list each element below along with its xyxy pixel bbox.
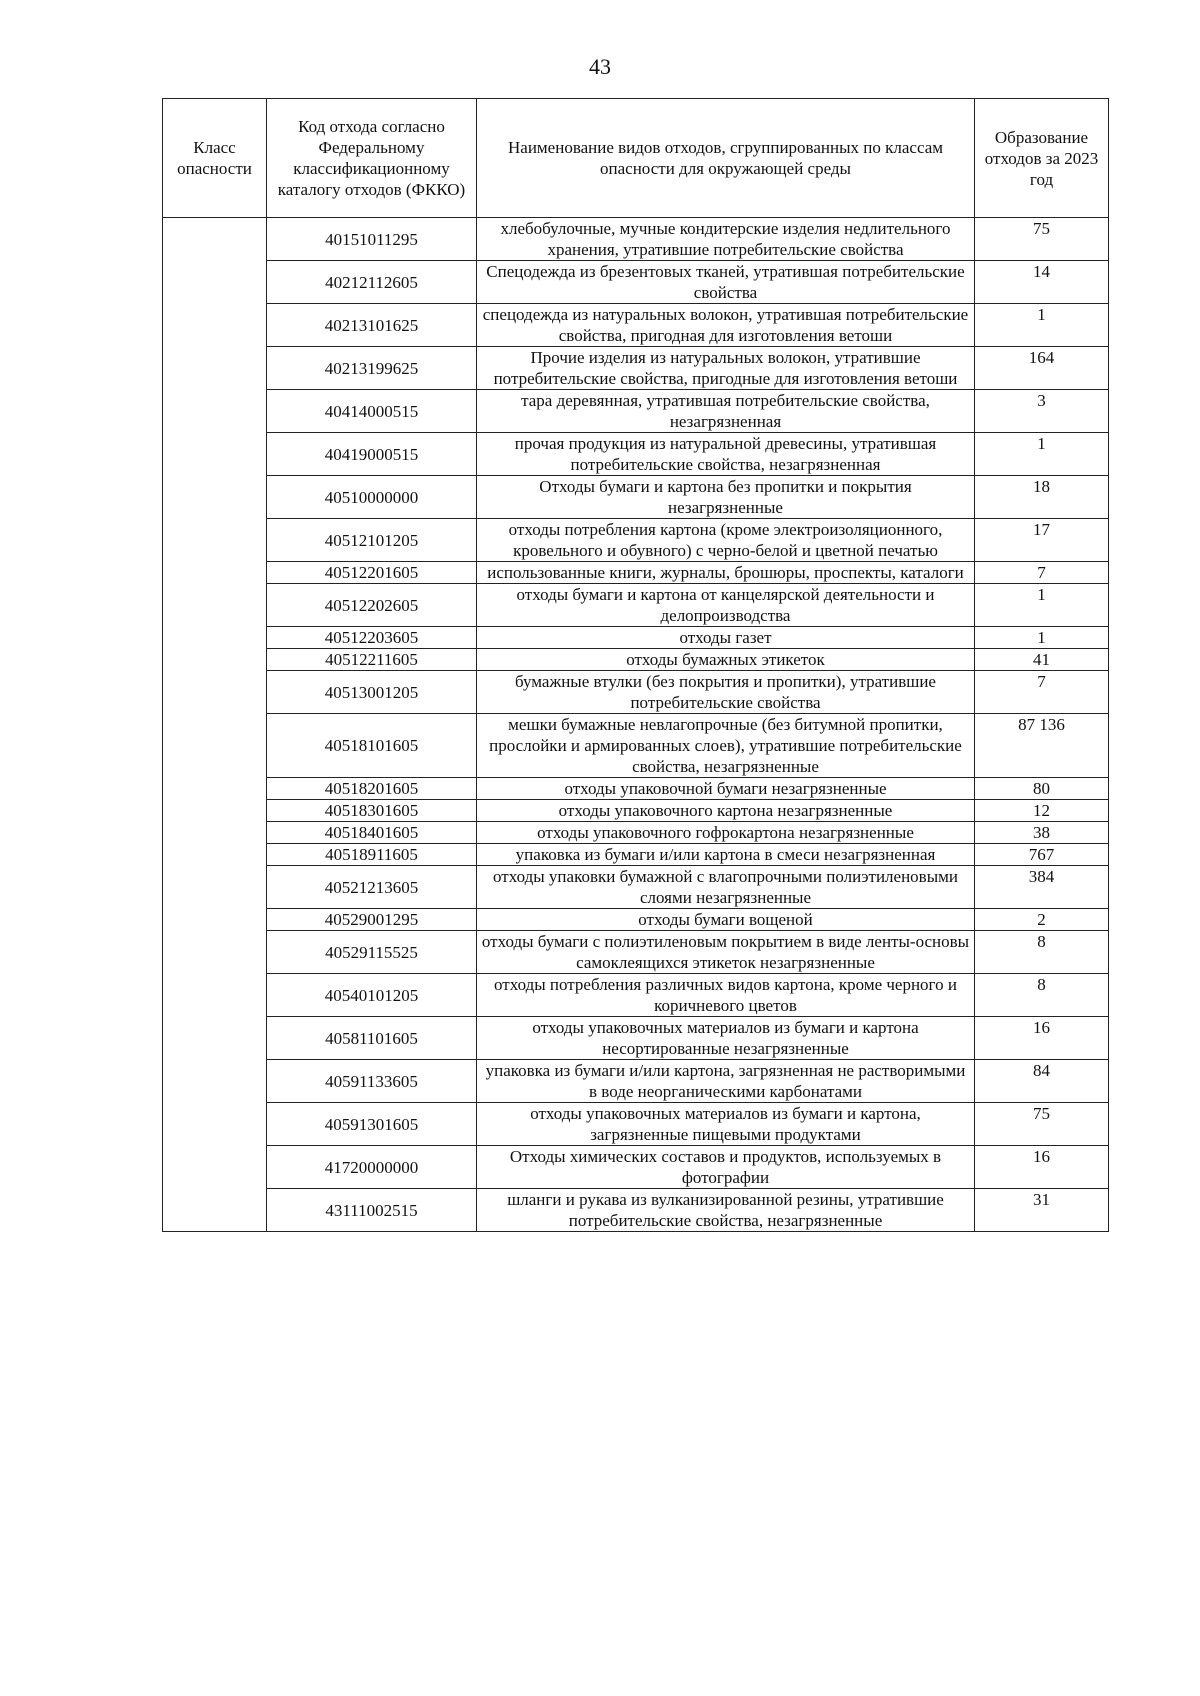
waste-amount-cell: 14 — [975, 261, 1109, 304]
waste-code-cell: 40212112605 — [267, 261, 477, 304]
table-row — [163, 347, 1109, 390]
waste-amount-cell: 16 — [975, 1146, 1109, 1189]
waste-code-cell: 40529115525 — [267, 931, 477, 974]
waste-code-cell: 40518101605 — [267, 714, 477, 778]
waste-code-cell: 41720000000 — [267, 1146, 477, 1189]
waste-code-cell: 40510000000 — [267, 476, 477, 519]
waste-code-cell: 40521213605 — [267, 866, 477, 909]
table-row — [163, 800, 1109, 822]
waste-amount-cell: 164 — [975, 347, 1109, 390]
waste-name-cell: отходы бумаги и картона от канцелярской деятельности и делопроизводства — [477, 584, 975, 627]
waste-name-cell: отходы газет — [477, 627, 975, 649]
waste-code-cell: 40419000515 — [267, 433, 477, 476]
waste-code-cell: 40512101205 — [267, 519, 477, 562]
table-row — [163, 931, 1109, 974]
waste-amount-cell: 7 — [975, 562, 1109, 584]
waste-amount-cell: 16 — [975, 1017, 1109, 1060]
waste-code-cell: 40151011295 — [267, 218, 477, 261]
waste-amount-cell: 80 — [975, 778, 1109, 800]
waste-amount-cell: 18 — [975, 476, 1109, 519]
waste-code-cell: 40512211605 — [267, 649, 477, 671]
waste-name-cell: упаковка из бумаги и/или картона, загрязненная не растворимыми в воде неорганическими карбонатами — [477, 1060, 975, 1103]
waste-code-cell: 40518911605 — [267, 844, 477, 866]
waste-code-cell: 40518401605 — [267, 822, 477, 844]
table-row — [163, 1060, 1109, 1103]
waste-name-cell: хлебобулочные, мучные кондитерские изделия недлительного хранения, утратившие потребительские свойства — [477, 218, 975, 261]
table-row — [163, 218, 1109, 261]
table-row — [163, 866, 1109, 909]
header-waste-amount: Образование отходов за 2023 год — [975, 99, 1109, 218]
waste-code-cell: 40540101205 — [267, 974, 477, 1017]
waste-name-cell: Отходы бумаги и картона без пропитки и покрытия незагрязненные — [477, 476, 975, 519]
waste-code-cell: 40529001295 — [267, 909, 477, 931]
waste-code-cell: 40512201605 — [267, 562, 477, 584]
table-row — [163, 714, 1109, 778]
header-row — [163, 99, 1109, 218]
table-row — [163, 261, 1109, 304]
table-row — [163, 649, 1109, 671]
waste-amount-cell: 2 — [975, 909, 1109, 931]
waste-amount-cell: 75 — [975, 218, 1109, 261]
waste-name-cell: шланги и рукава из вулканизированной резины, утратившие потребительские свойства, незагрязненные — [477, 1189, 975, 1232]
waste-code-cell: 43111002515 — [267, 1189, 477, 1232]
table-row — [163, 1189, 1109, 1232]
table-row — [163, 822, 1109, 844]
waste-amount-cell: 8 — [975, 931, 1109, 974]
hazard-class-cell — [163, 218, 267, 1232]
waste-amount-cell: 75 — [975, 1103, 1109, 1146]
waste-amount-cell: 12 — [975, 800, 1109, 822]
waste-amount-cell: 384 — [975, 866, 1109, 909]
waste-name-cell: использованные книги, журналы, брошюры, проспекты, каталоги — [477, 562, 975, 584]
waste-name-cell: отходы потребления картона (кроме электроизоляционного, кровельного и обувного) с черно-белой и цветной печатью — [477, 519, 975, 562]
waste-amount-cell: 17 — [975, 519, 1109, 562]
waste-code-cell: 40591133605 — [267, 1060, 477, 1103]
waste-name-cell: отходы бумаги с полиэтиленовым покрытием в виде ленты-основы самоклеящихся этикеток незагрязненные — [477, 931, 975, 974]
waste-amount-cell: 31 — [975, 1189, 1109, 1232]
waste-name-cell: Прочие изделия из натуральных волокон, утратившие потребительские свойства, пригодные для изготовления ветоши — [477, 347, 975, 390]
waste-amount-cell: 1 — [975, 304, 1109, 347]
table-row — [163, 304, 1109, 347]
table-row — [163, 778, 1109, 800]
waste-name-cell: отходы упаковочных материалов из бумаги и картона, загрязненные пищевыми продуктами — [477, 1103, 975, 1146]
table-row — [163, 1017, 1109, 1060]
waste-amount-cell: 3 — [975, 390, 1109, 433]
waste-name-cell: отходы бумаги вощеной — [477, 909, 975, 931]
table-row — [163, 519, 1109, 562]
waste-code-cell: 40581101605 — [267, 1017, 477, 1060]
waste-name-cell: отходы потребления различных видов картона, кроме черного и коричневого цветов — [477, 974, 975, 1017]
table-row — [163, 671, 1109, 714]
waste-name-cell: отходы упаковочной бумаги незагрязненные — [477, 778, 975, 800]
waste-name-cell: спецодежда из натуральных волокон, утратившая потребительские свойства, пригодная для изготовления ветоши — [477, 304, 975, 347]
waste-code-cell: 40213101625 — [267, 304, 477, 347]
table-row — [163, 909, 1109, 931]
page-number: 43 — [589, 54, 611, 79]
waste-name-cell: отходы упаковочного картона незагрязненные — [477, 800, 975, 822]
waste-name-cell: отходы упаковки бумажной с влагопрочными полиэтиленовыми слоями незагрязненные — [477, 866, 975, 909]
waste-code-cell: 40513001205 — [267, 671, 477, 714]
waste-amount-cell: 767 — [975, 844, 1109, 866]
waste-name-cell: бумажные втулки (без покрытия и пропитки), утратившие потребительские свойства — [477, 671, 975, 714]
waste-amount-cell: 1 — [975, 584, 1109, 627]
header-waste-name: Наименование видов отходов, сгруппированных по классам опасности для окружающей среды — [477, 99, 975, 218]
waste-amount-cell: 41 — [975, 649, 1109, 671]
waste-name-cell: отходы упаковочного гофрокартона незагрязненные — [477, 822, 975, 844]
waste-name-cell: отходы упаковочных материалов из бумаги и картона несортированные незагрязненные — [477, 1017, 975, 1060]
waste-code-cell: 40591301605 — [267, 1103, 477, 1146]
waste-code-cell: 40512203605 — [267, 627, 477, 649]
waste-name-cell: Отходы химических составов и продуктов, используемых в фотографии — [477, 1146, 975, 1189]
table-row — [163, 476, 1109, 519]
waste-name-cell: прочая продукция из натуральной древесины, утратившая потребительские свойства, незагрязненная — [477, 433, 975, 476]
waste-amount-cell: 1 — [975, 627, 1109, 649]
waste-table — [162, 98, 1109, 1232]
waste-code-cell: 40213199625 — [267, 347, 477, 390]
waste-name-cell: отходы бумажных этикеток — [477, 649, 975, 671]
waste-code-cell: 40414000515 — [267, 390, 477, 433]
table-row — [163, 433, 1109, 476]
table-row — [163, 1146, 1109, 1189]
table-body — [163, 218, 1109, 1232]
waste-code-cell: 40518201605 — [267, 778, 477, 800]
waste-amount-cell: 8 — [975, 974, 1109, 1017]
waste-amount-cell: 7 — [975, 671, 1109, 714]
waste-amount-cell: 87 136 — [975, 714, 1109, 778]
table-row — [163, 844, 1109, 866]
table-row — [163, 627, 1109, 649]
waste-name-cell: тара деревянная, утратившая потребительские свойства, незагрязненная — [477, 390, 975, 433]
table-row — [163, 562, 1109, 584]
table-row — [163, 1103, 1109, 1146]
waste-amount-cell: 84 — [975, 1060, 1109, 1103]
table-row — [163, 390, 1109, 433]
table-row — [163, 974, 1109, 1017]
waste-code-cell: 40518301605 — [267, 800, 477, 822]
waste-amount-cell: 1 — [975, 433, 1109, 476]
waste-amount-cell: 38 — [975, 822, 1109, 844]
header-hazard-class: Класс опасности — [163, 99, 267, 218]
table-header — [163, 99, 1109, 218]
header-waste-code: Код отхода согласно Федеральному классификационному каталогу отходов (ФККО) — [267, 99, 477, 218]
table-row — [163, 584, 1109, 627]
waste-code-cell: 40512202605 — [267, 584, 477, 627]
waste-name-cell: упаковка из бумаги и/или картона в смеси незагрязненная — [477, 844, 975, 866]
waste-name-cell: Спецодежда из брезентовых тканей, утратившая потребительские свойства — [477, 261, 975, 304]
waste-name-cell: мешки бумажные невлагопрочные (без битумной пропитки, прослойки и армированных слоев), утратившие потребительские свойства, незагрязненные — [477, 714, 975, 778]
